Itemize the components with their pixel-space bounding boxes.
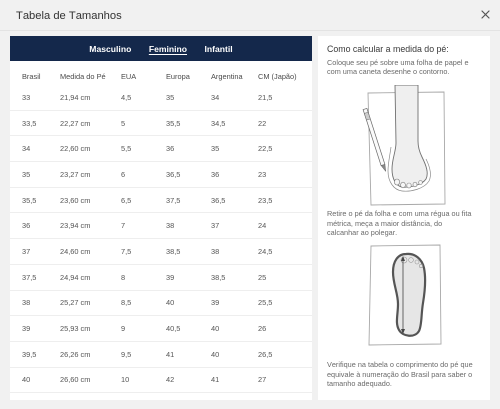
modal-title: Tabela de Tamanhos xyxy=(16,10,122,22)
cell-europa: 37,5 xyxy=(166,195,181,205)
cell-foot-length: 26,26 cm xyxy=(60,349,91,359)
cell-brasil: 35,5 xyxy=(22,195,37,205)
cell-foot-length: 24,94 cm xyxy=(60,272,91,282)
guide-step-3-text: Verifique na tabela o comprimento do pé que equivale à numeração do Brasil para saber o tamanho adequado. xyxy=(327,360,473,388)
guide-title: Como calcular a medida do pé: xyxy=(327,43,449,54)
table-row xyxy=(10,188,312,214)
cell-eua: 4,5 xyxy=(121,92,132,102)
cell-brasil: 34 xyxy=(22,144,31,154)
table-row xyxy=(10,85,312,111)
table-row xyxy=(10,213,312,239)
cell-eua: 6 xyxy=(121,169,126,179)
cell-foot-length: 25,27 cm xyxy=(60,298,91,308)
cell-brasil: 39 xyxy=(22,324,31,334)
cell-brasil: 37,5 xyxy=(22,272,37,282)
cell-europa: 38,5 xyxy=(166,246,181,256)
cell-argentina: 40 xyxy=(211,324,220,334)
cell-foot-length: 23,27 cm xyxy=(60,169,91,179)
table-header-row xyxy=(10,61,312,85)
cell-cm-japao: 25 xyxy=(258,272,267,282)
cell-eua: 8,5 xyxy=(121,298,132,308)
cell-eua: 7 xyxy=(121,221,126,231)
cell-argentina: 40 xyxy=(211,349,220,359)
cell-europa: 42 xyxy=(166,375,175,385)
foot-outline xyxy=(393,254,425,336)
cell-europa: 36 xyxy=(166,144,175,154)
cell-cm-japao: 24,5 xyxy=(258,246,273,256)
table-row xyxy=(10,111,312,137)
table-row xyxy=(10,316,312,342)
table-row xyxy=(10,162,312,188)
cell-brasil: 35 xyxy=(22,169,31,179)
cell-brasil: 39,5 xyxy=(22,349,37,359)
cell-cm-japao: 23 xyxy=(258,169,267,179)
size-table-body xyxy=(10,85,312,393)
table-row xyxy=(10,368,312,394)
cell-foot-length: 22,60 cm xyxy=(60,144,91,154)
cell-brasil: 36 xyxy=(22,221,31,231)
cell-eua: 5,5 xyxy=(121,144,132,154)
cell-argentina: 35 xyxy=(211,144,220,154)
gender-tabs xyxy=(10,36,312,61)
cell-brasil: 40 xyxy=(22,375,31,385)
foot-on-paper-with-pen-icon xyxy=(318,85,490,206)
table-row xyxy=(10,342,312,368)
cell-argentina: 38 xyxy=(211,246,220,256)
cell-europa: 36,5 xyxy=(166,169,181,179)
size-table-panel xyxy=(10,36,312,400)
cell-europa: 40 xyxy=(166,298,175,308)
cell-europa: 35,5 xyxy=(166,118,181,128)
guide-step-1-text: Coloque seu pé sobre uma folha de papel e com uma caneta desenhe o contorno. xyxy=(327,58,469,77)
cell-cm-japao: 21,5 xyxy=(258,92,273,102)
cell-europa: 39 xyxy=(166,272,175,282)
table-row xyxy=(10,265,312,291)
cell-cm-japao: 26,5 xyxy=(258,349,273,359)
cell-foot-length: 21,94 cm xyxy=(60,92,91,102)
cell-foot-length: 23,94 cm xyxy=(60,221,91,231)
cell-cm-japao: 22 xyxy=(258,118,267,128)
cell-brasil: 33 xyxy=(22,92,31,102)
cell-brasil: 37 xyxy=(22,246,31,256)
cell-europa: 41 xyxy=(166,349,175,359)
cell-europa: 40,5 xyxy=(166,324,181,334)
guide-step-2-text: Retire o pé da folha e com uma régua ou fita métrica, meça a maior distância, do calcanhar ao polegar. xyxy=(327,209,472,237)
cell-cm-japao: 25,5 xyxy=(258,298,273,308)
cell-foot-length: 26,60 cm xyxy=(60,375,91,385)
cell-argentina: 38,5 xyxy=(211,272,226,282)
cell-argentina: 34 xyxy=(211,92,220,102)
cell-foot-length: 25,93 cm xyxy=(60,324,91,334)
cell-europa: 35 xyxy=(166,92,175,102)
measure-guide-panel xyxy=(318,36,490,400)
cell-eua: 9,5 xyxy=(121,349,132,359)
cell-cm-japao: 24 xyxy=(258,221,267,231)
cell-cm-japao: 27 xyxy=(258,375,267,385)
cell-argentina: 36,5 xyxy=(211,195,226,205)
cell-eua: 8 xyxy=(121,272,126,282)
column-header-europa: Europa xyxy=(166,72,190,81)
cell-brasil: 33,5 xyxy=(22,118,37,128)
cell-eua: 7,5 xyxy=(121,246,132,256)
cell-argentina: 36 xyxy=(211,169,220,179)
column-header-argentina: Argentina xyxy=(211,72,243,81)
cell-foot-length: 23,60 cm xyxy=(60,195,91,205)
cell-argentina: 39 xyxy=(211,298,220,308)
table-row xyxy=(10,291,312,317)
cell-foot-length: 22,27 cm xyxy=(60,118,91,128)
cell-cm-japao: 26 xyxy=(258,324,267,334)
column-header-cm-japao: CM (Japão) xyxy=(258,72,297,81)
cell-eua: 9 xyxy=(121,324,126,334)
cell-cm-japao: 23,5 xyxy=(258,195,273,205)
column-header-eua: EUA xyxy=(121,72,137,81)
tab-infantil[interactable]: Infantil xyxy=(204,43,233,54)
cell-europa: 38 xyxy=(166,221,175,231)
table-row xyxy=(10,136,312,162)
modal-header xyxy=(0,0,500,31)
cell-eua: 5 xyxy=(121,118,126,128)
column-header-brasil: Brasil xyxy=(22,72,41,81)
cell-argentina: 34,5 xyxy=(211,118,226,128)
cell-brasil: 38 xyxy=(22,298,31,308)
column-header-foot-length: Medida do Pé xyxy=(60,72,106,81)
cell-eua: 6,5 xyxy=(121,195,132,205)
cell-argentina: 37 xyxy=(211,221,220,231)
cell-eua: 10 xyxy=(121,375,130,385)
cell-foot-length: 24,60 cm xyxy=(60,246,91,256)
foot-outline-measure-icon xyxy=(318,242,490,346)
close-button[interactable] xyxy=(481,10,490,19)
tab-masculino[interactable]: Masculino xyxy=(89,43,132,54)
cell-cm-japao: 22,5 xyxy=(258,144,273,154)
tab-feminino[interactable]: Feminino xyxy=(148,43,188,54)
cell-argentina: 41 xyxy=(211,375,220,385)
table-row xyxy=(10,239,312,265)
close-icon xyxy=(481,10,490,19)
